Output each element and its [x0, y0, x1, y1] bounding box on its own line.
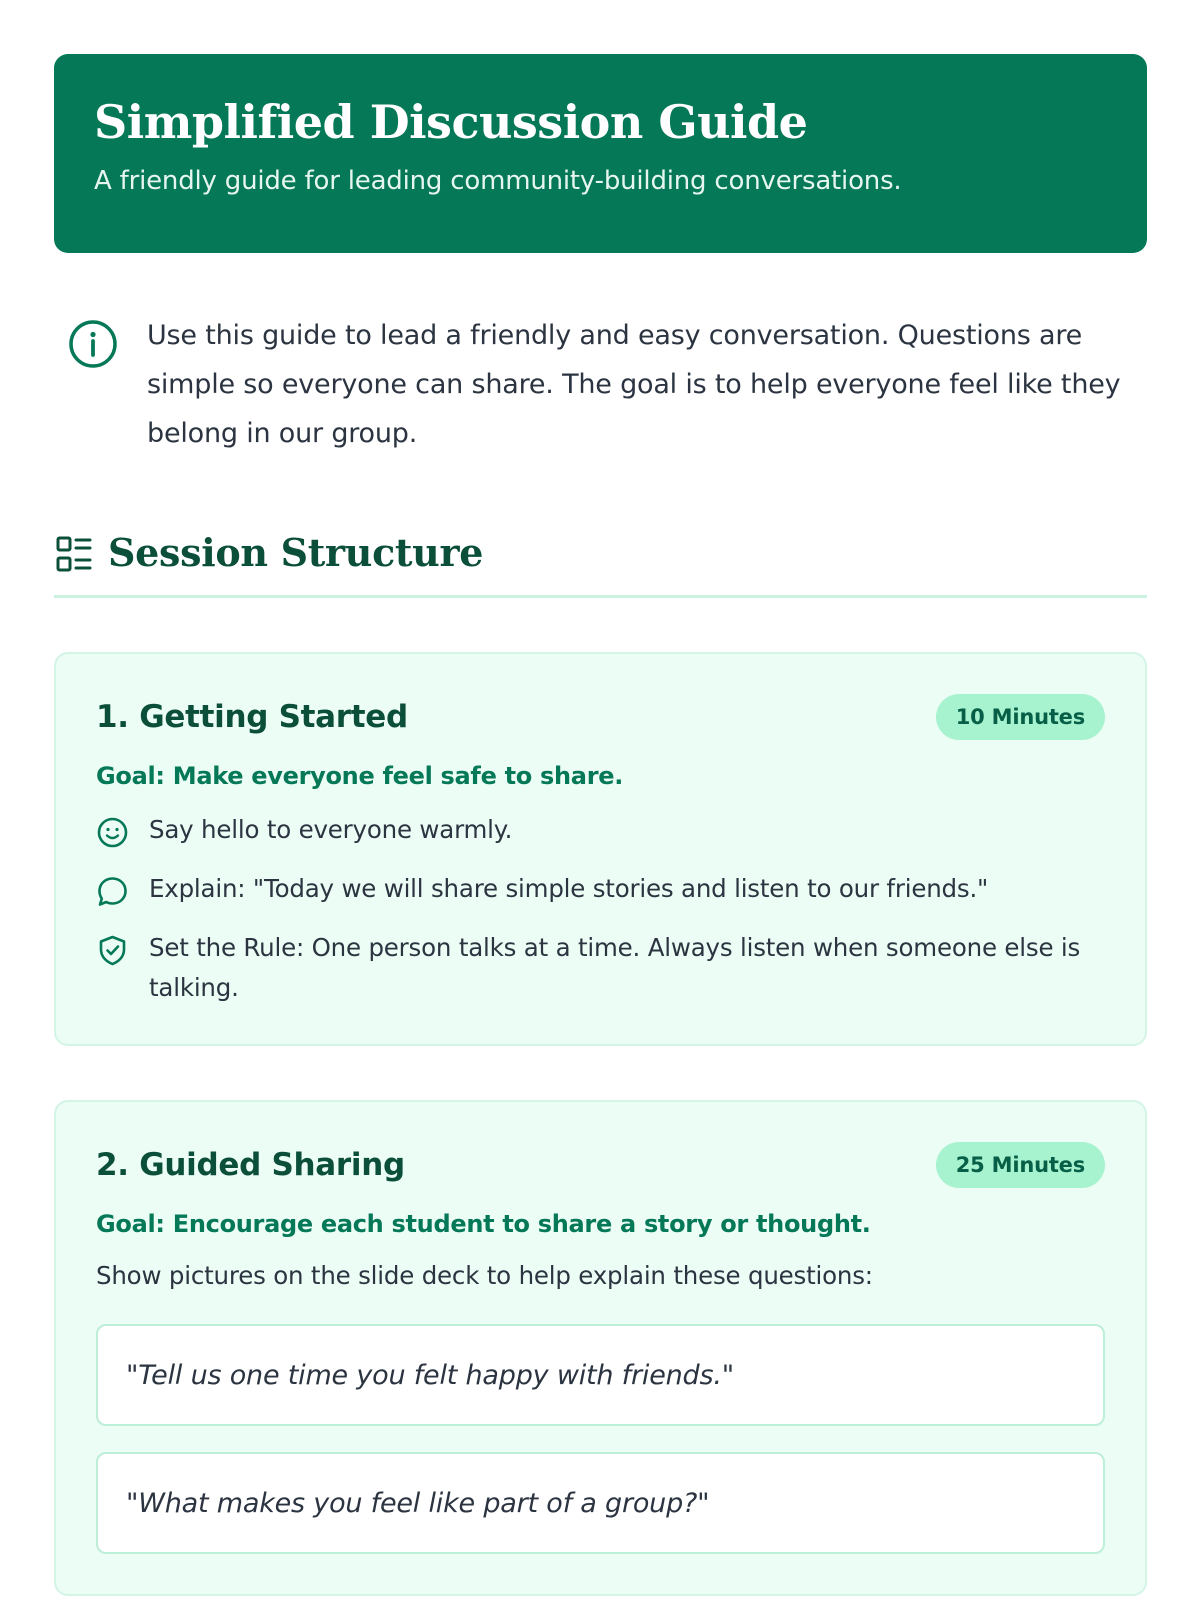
session-steps [96, 810, 1105, 1008]
session-card-getting-started [54, 652, 1147, 1046]
page-subtitle: A friendly guide for leading community-building conversations. [94, 166, 902, 196]
session-title: 2. Guided Sharing [96, 1147, 405, 1183]
info-icon [68, 319, 118, 369]
question-card: "Tell us one time you felt happy with friends." [96, 1324, 1105, 1426]
step-text: Explain: "Today we will share simple stories and listen to our friends." [149, 874, 989, 903]
session-goal: Goal: Encourage each student to share a story or thought. [96, 1210, 871, 1238]
list-layout-icon [56, 536, 92, 572]
section-title: Session Structure [108, 530, 484, 575]
duration-badge: 25 Minutes [936, 1142, 1105, 1188]
step-text: Say hello to everyone warmly. [149, 815, 513, 844]
header-banner [54, 54, 1147, 253]
duration-badge: 10 Minutes [936, 694, 1105, 740]
intro-text: Use this guide to lead a friendly and easy conversation. Questions are simple so everyone can share. The goal is to help everyone feel like they belong in our group. [147, 320, 1121, 449]
list-item [96, 869, 1105, 909]
guide-page [54, 54, 1147, 1596]
list-item [96, 928, 1105, 1008]
session-card-guided-sharing [54, 1100, 1147, 1596]
page-title: Simplified Discussion Guide [94, 95, 808, 149]
chat-bubble-icon [96, 875, 129, 908]
session-title: 1. Getting Started [96, 699, 408, 735]
session-instructions: Show pictures on the slide deck to help explain these questions: [96, 1261, 873, 1290]
step-text: Set the Rule: One person talks at a time. Always listen when someone else is talking. [149, 933, 1081, 1002]
smile-icon [96, 816, 129, 849]
section-heading [54, 530, 1147, 598]
shield-check-icon [96, 934, 129, 967]
question-card: "What makes you feel like part of a group?" [96, 1452, 1105, 1554]
intro-note [54, 311, 1147, 458]
list-item [96, 810, 1105, 850]
session-goal: Goal: Make everyone feel safe to share. [96, 762, 624, 790]
